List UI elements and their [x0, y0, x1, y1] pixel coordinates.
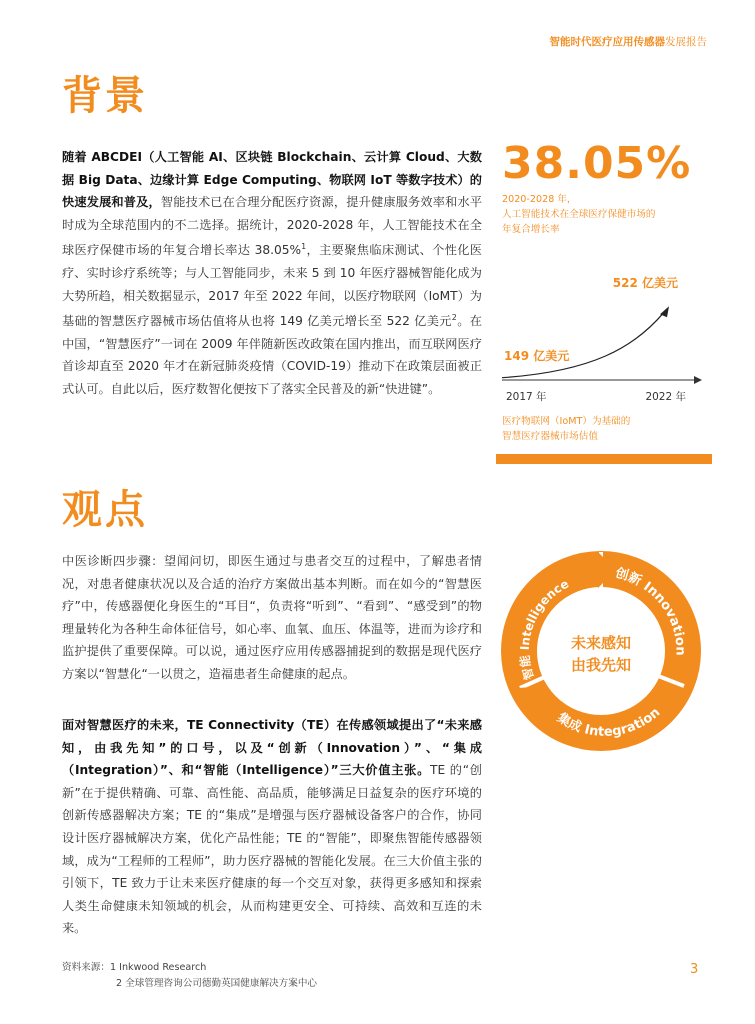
chart-caption-line: 医疗物联网（IoMT）为基础的 — [502, 416, 631, 427]
cycle-label-intelligence-path: 智能 Intelligence — [517, 576, 572, 682]
cycle-center-line-1: 未来感知 — [570, 634, 632, 652]
section-heading-background: 背景 — [62, 73, 148, 119]
stat-caption — [502, 192, 702, 237]
viewpoint-paragraph-1: 中医诊断四步骤：望闻问切，即医生通过与患者交互的过程中，了解患者情况，对患者健康状况以及合适的治疗方案做出基本判断。而在如今的“智慧医疗”中，传感器便化身医生的“耳目“，负责将“听到”、“看到”、“感受到”的物理量转化为各种生命体征信号，如心率、血氧、血压、体温等，进而为诊疗和监护提供了重要保障。可以说，通过医疗应用传感器捕捉到的数据是现代医疗方案以“智慧化“一以贯之，造福患者生命健康的起点。 — [62, 554, 482, 681]
viewpoint-paragraph-2 — [62, 714, 482, 940]
background-paragraph — [62, 146, 482, 401]
header-title-bold: 智能时代医疗应用传感器 — [549, 36, 665, 48]
sources — [62, 960, 317, 992]
value-cycle-diagram — [498, 548, 704, 754]
background-paragraph-text-2: ，主要聚焦临床测试、个性化医疗、实时诊疗系统等；与人工智能同步，未来 5 到 10 年医疗器械智能化成为大势所趋，相关数据显示，2017 年至 2022 年间，以医疗物联网（IoMT）为基础的智慧医疗器械市场估值将从也将 149 亿美元增长至 522 亿美元 — [62, 243, 482, 329]
section-heading-viewpoint: 观点 — [62, 487, 148, 533]
chart-data-label-start: 149 亿美元 — [504, 349, 570, 363]
source-line: 2 全球管理咨询公司德勤英国健康解决方案中心 — [116, 978, 318, 989]
cycle-label-integration-path: 集成 Integration — [554, 704, 664, 740]
cycle-label-innovation-path: 创新 Innovation — [613, 565, 688, 656]
background-paragraph-bold: 随着 ABCDEI（人工智能 AI、区块链 Blockchain、云计算 Cloud、大数据 Big Data、边缘计算 Edge Computing、物联网 IoT 等数字技术）的快速发展和普及， — [62, 150, 482, 210]
background-paragraph-text-1: 智能技术已在合理分配医疗资源，提升健康服务效率和水平时成为全球范围内的不二选择。据统计，2020-2028 年，人工智能技术在全球医疗保健市场的年复合增长率达 38.05% — [62, 195, 483, 258]
stat-panel-bottom-bar — [496, 454, 712, 464]
chart-growth-curve — [502, 312, 664, 377]
footnote-ref-1: 1 — [301, 242, 307, 252]
stat-value: 38.05% — [502, 138, 692, 189]
chart-data-label-end: 522 亿美元 — [612, 276, 678, 290]
source-line: 资料来源：1 Inkwood Research — [62, 962, 207, 973]
viewpoint-paragraph-2-text: TE 的“创新”在于提供精确、可靠、高性能、高品质，能够满足日益复杂的医疗环境的创新传感器解决方案；TE 的“集成”是增强与医疗器械设备客户的合作，协同设计医疗器械解决方案，优化产品性能；TE 的“智能”，即聚焦智能传感器领域，成为“工程师的工程师”，助力医疗器械的智能化发展。在三大价值主张的引领下，TE 致力于让未来医疗健康的每一个交互对象，获得更多感知和探索人类生命健康未知领域的机会，从而构建更安全、可持续、高效和互连的未来。 — [62, 763, 482, 936]
viewpoint-paragraph-2-bold: 面对智慧医疗的未来，TE Connectivity（TE）在传感领域提出了“未来感知，由我先知”的口号，以及“创新（Innovation）”、“集成（Integration）”、和“智能（Intelligence）”三大价值主张。 — [62, 718, 482, 778]
chart-x-axis-arrow — [694, 376, 702, 384]
cycle-center-line-2: 由我先知 — [570, 656, 632, 674]
background-paragraph-text-3: 。在中国，“智慧医疗”一词在 2009 年伴随新医改政策在国内推出，而互联网医疗首诊却直至 2020 年才在新冠肺炎疫情（COVID-19）推动下在政策层面被正式认可。自此以后，医疗数智化便按下了落实全民普及的新“快进键”。 — [62, 314, 482, 397]
chart-x-tick-start: 2017 年 — [506, 391, 547, 403]
chart-x-tick-end: 2022 年 — [645, 391, 686, 403]
header-title-light: 发展报告 — [665, 36, 707, 48]
stat-caption-line: 年复合增长率 — [502, 224, 560, 235]
stat-caption-line: 人工智能技术在全球医疗保健市场的 — [502, 209, 656, 220]
stat-caption-line: 2020-2028 年， — [502, 194, 577, 205]
chart-caption — [502, 414, 702, 444]
running-header — [550, 34, 708, 49]
footnote-ref-2: 2 — [451, 313, 457, 323]
page-number: 3 — [690, 962, 699, 977]
market-growth-chart — [498, 262, 708, 412]
chart-caption-line: 智慧医疗器械市场估值 — [502, 431, 598, 442]
